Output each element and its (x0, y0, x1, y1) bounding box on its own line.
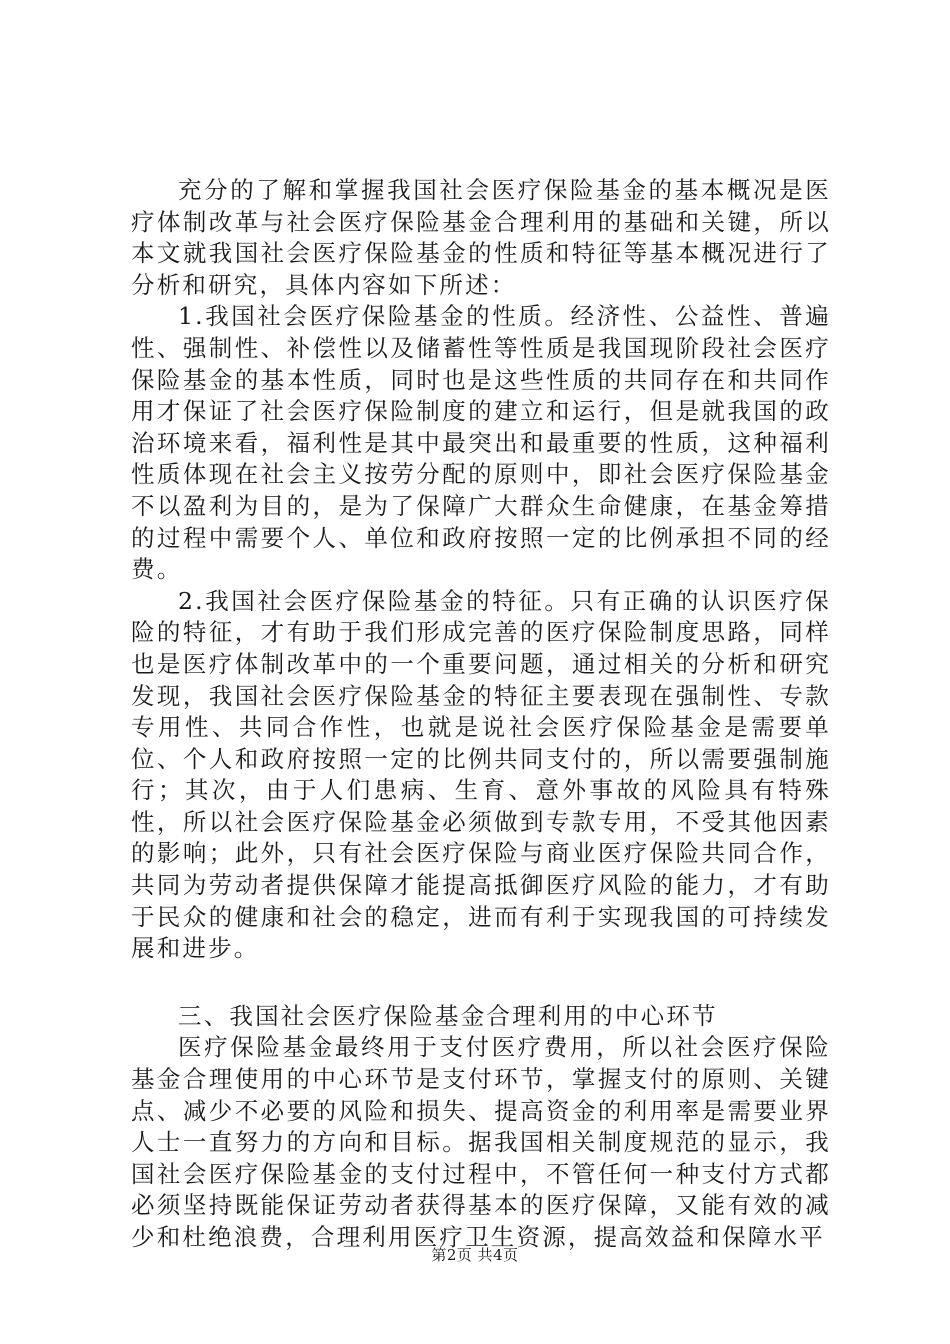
intro-paragraph: 充分的了解和掌握我国社会医疗保险基金的基本概况是医疗体制改革与社会医疗保险基金合理利用的基础和关键，所以本文就我国社会医疗保险基金的性质和特征等基本概况进行了分析和研究，具体内容如下所述： (131, 176, 831, 299)
section-2-paragraph: 2.我国社会医疗保险基金的特征。只有正确的认识医疗保险的特征，才有助于我们形成完善的医疗保险制度思路，同样也是医疗体制改革中的一个重要问题，通过相关的分析和研究发现，我国社会医疗保险基金的特征主要表现在强制性、专款专用性、共同合作性，也就是说社会医疗保险基金是需要单位、个人和政府按照一定的比例共同支付的，所以需要强制施行；其次，由于人们患病、生育、意外事故的风险具有特殊性，所以社会医疗保险基金必须做到专款专用，不受其他因素的影响；此外，只有社会医疗保险与商业医疗保险共同合作，共同为劳动者提供保障才能提高抵御医疗风险的能力，才有助于民众的健康和社会的稳定，进而有利于实现我国的可持续发展和进步。 (131, 586, 831, 963)
document-body (131, 175, 831, 1254)
section-3-paragraph: 医疗保险基金最终用于支付医疗费用，所以社会医疗保险基金合理使用的中心环节是支付环节，掌握支付的原则、关键点、减少不必要的风险和损失、提高资金的利用率是需要业界人士一直努力的方向和目标。据我国相关制度规范的显示，我国社会医疗保险基金的支付过程中，不管任何一种支付方式都必须坚持既能保证劳动者获得基本的医疗保障，又能有效的减少和杜绝浪费，合理利用医疗卫生资源，提高效益和保障水平 (131, 1033, 831, 1251)
section-3-heading: 三、我国社会医疗保险基金合理利用的中心环节 (178, 1001, 718, 1030)
section-1-paragraph: 1.我国社会医疗保险基金的性质。经济性、公益性、普遍性、强制性、补偿性以及储蓄性等性质是我国现阶段社会医疗保险基金的基本性质，同时也是这些性质的共同存在和共同作用才保证了社会医疗保险制度的建立和运行，但是就我国的政治环境来看，福利性是其中最突出和最重要的性质，这种福利性质体现在社会主义按劳分配的原则中，即社会医疗保险基金不以盈利为目的，是为了保障广大群众生命健康，在基金筹措的过程中需要个人、单位和政府按照一定的比例承担不同的经费。 (131, 302, 831, 584)
page-number-footer: 第2页 共4页 (431, 1246, 519, 1264)
